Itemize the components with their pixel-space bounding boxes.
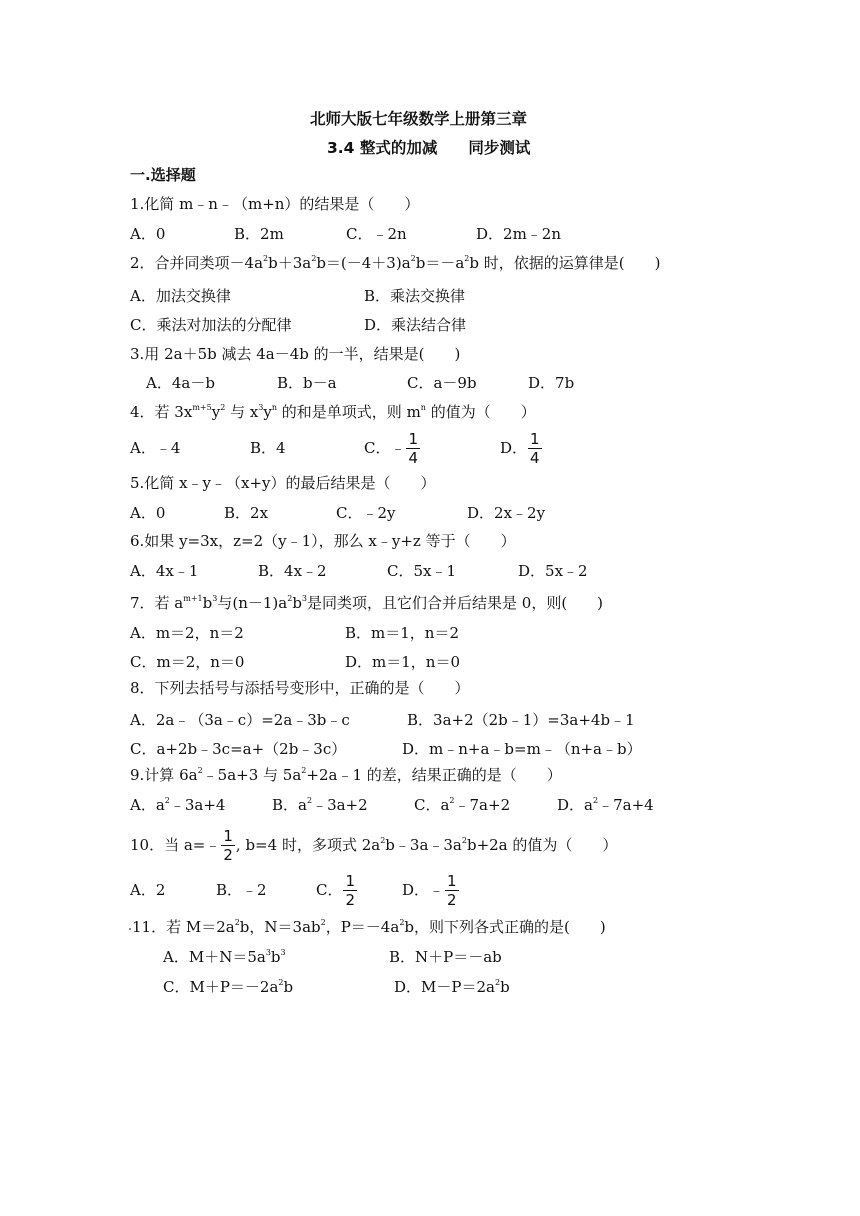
q4-option-b: B．4 xyxy=(250,439,286,457)
q4-option-a: A．﹣4 xyxy=(130,439,181,457)
fraction: $\frac{1}{2}$ xyxy=(223,827,233,864)
q1-option-d: D．2m﹣2n xyxy=(476,225,561,243)
q11-option-a: A．$M+N=5a^3b^3$ xyxy=(163,948,286,966)
q2-option-c: C．乘法对加法的分配律 xyxy=(130,316,292,334)
question-7-stem: 7．若 $a^{m+1}b^3$与$(n-1)a^2b^3$是同类项，且它们合并后结果是 0，则( ) xyxy=(130,594,604,612)
q3-option-c: C．a－9b xyxy=(407,374,477,392)
q4-option-c: C．﹣ $\frac{1}{4}$ xyxy=(364,430,419,467)
question-5-stem: 5.化简 x﹣y﹣（x+y）的最后结果是（ ） xyxy=(130,474,436,492)
q1-option-a: A．0 xyxy=(130,225,166,243)
q9-option-c: C．$a^2﹣7a+2$ xyxy=(414,796,511,814)
page-subtitle: 3.4 整式的加减 同步测试 xyxy=(327,139,531,157)
q6-option-a: A．4x﹣1 xyxy=(130,562,199,580)
question-6-stem: 6.如果 y=3x，z=2（y﹣1），那么 x﹣y+z 等于（ ） xyxy=(130,532,516,550)
q7-option-c: C．m＝2，n＝0 xyxy=(130,653,245,671)
q9-option-d: D．$a^2﹣7a+4$ xyxy=(557,796,654,814)
q3-option-a: A．4a－b xyxy=(146,374,215,392)
q3-option-d: D．7b xyxy=(528,374,575,392)
section-heading: 一.选择题 xyxy=(130,166,196,184)
q11-option-c: C．$M+P=-2a^2b$ xyxy=(163,978,294,996)
page-title: 北师大版七年级数学上册第三章 xyxy=(310,110,528,128)
q8-option-c: C．a+2b﹣3c=a+（2b﹣3c） xyxy=(130,740,347,758)
q9-option-a: A．$a^2﹣3a+4$ xyxy=(130,796,226,814)
q6-option-c: C．5x﹣1 xyxy=(387,562,457,580)
q10-option-b: B．﹣2 xyxy=(216,881,267,899)
fraction: $\frac{1}{2}$ xyxy=(447,872,457,909)
q1-option-c: C．﹣2n xyxy=(346,225,407,243)
q7-option-b: B．m＝1，n＝2 xyxy=(345,624,459,642)
question-3-stem: 3.用 2a＋5b 减去 4a－4b 的一半，结果是( ) xyxy=(130,345,461,363)
q6-option-b: B．4x﹣2 xyxy=(258,562,327,580)
question-11-stem: 11．若 $M=2a^2b$，$N=3ab^2$，$P=-4a^2b$，则下列各式正确的是( ) xyxy=(132,918,606,936)
fraction: $\frac{1}{2}$ xyxy=(345,872,356,909)
question-9-stem: 9.计算 $6a^2﹣5a+3$ 与 $5a^2+2a﹣1$ 的差，结果正确的是（ ） xyxy=(130,766,562,784)
question-8-stem: 8．下列去括号与添括号变形中，正确的是（ ） xyxy=(130,679,470,697)
q7-option-a: A．m＝2，n＝2 xyxy=(130,624,244,642)
stray-dot xyxy=(129,928,131,930)
q5-option-a: A．0 xyxy=(130,504,166,522)
q2-option-d: D．乘法结合律 xyxy=(364,316,467,334)
question-4-stem: 4．若 $3x^{m+5}y^2$ 与 $x^3y^n$ 的和是单项式，则 $m^n$ 的值为（ ） xyxy=(130,403,536,421)
q5-option-d: D．2x﹣2y xyxy=(467,504,546,522)
q5-option-c: C．﹣2y xyxy=(336,504,396,522)
fraction: $\frac{1}{4}$ xyxy=(408,430,419,467)
q6-option-d: D．5x﹣2 xyxy=(518,562,588,580)
q7-option-d: D．m＝1，n＝0 xyxy=(345,653,460,671)
q10-option-c: C． $\frac{1}{2}$ xyxy=(316,872,356,909)
q5-option-b: B．2x xyxy=(224,504,269,522)
question-10-stem: 10．当 a=﹣ $\frac{1}{2}$ , b=4 时，多项式 $2a^2b﹣3a﹣3a^2b+2a$ 的值为（ ） xyxy=(130,827,618,864)
q3-option-b: B．b－a xyxy=(277,374,337,392)
q8-option-b: B．3a+2（2b﹣1）=3a+4b﹣1 xyxy=(407,711,635,729)
q2-option-a: A．加法交换律 xyxy=(130,287,231,305)
question-2-stem: 2．合并同类项$-4a^2b+3a^2b=(-4+3)a^2b=-a^2b$ 时，依据的运算律是( ) xyxy=(130,254,661,272)
q8-option-d: D．m﹣n+a﹣b=m﹣（n+a﹣b） xyxy=(402,740,642,758)
q9-option-b: B．$a^2﹣3a+2$ xyxy=(272,796,368,814)
q4-option-d: D． $\frac{1}{4}$ xyxy=(500,430,540,467)
q10-option-a: A．2 xyxy=(130,881,166,899)
q11-option-d: D．$M-P=2a^2b$ xyxy=(394,978,510,996)
question-1-stem: 1.化简 m﹣n﹣（m+n）的结果是（ ） xyxy=(130,195,420,213)
fraction: $\frac{1}{4}$ xyxy=(530,430,540,467)
q8-option-a: A．2a﹣（3a﹣c）=2a﹣3b﹣c xyxy=(130,711,350,729)
q10-option-d: D．﹣ $\frac{1}{2}$ xyxy=(402,872,457,909)
q1-option-b: B．2m xyxy=(234,225,284,243)
q2-option-b: B．乘法交换律 xyxy=(364,287,466,305)
q11-option-b: B．N＋P＝－ab xyxy=(389,948,502,966)
